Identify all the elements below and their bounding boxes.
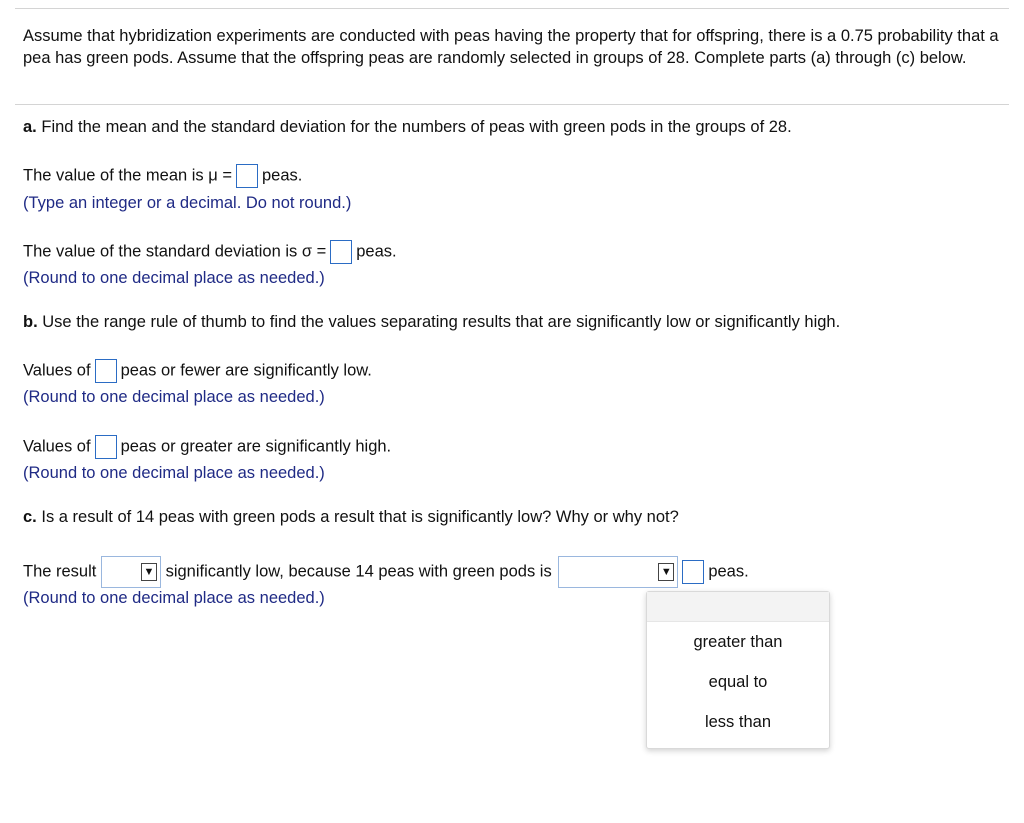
- part-a-question-text: Find the mean and the standard deviation for the numbers of peas with green pods in the groups of 28.: [41, 118, 792, 136]
- result-suffix: peas.: [708, 562, 749, 581]
- high-prefix: Values of: [23, 437, 91, 456]
- part-b-question-text: Use the range rule of thumb to find the values separating results that are significantly low or significantly high.: [42, 313, 841, 331]
- result-row: [23, 556, 749, 588]
- result-hint: (Round to one decimal place as needed.): [23, 589, 325, 607]
- top-divider: [15, 8, 1009, 9]
- problem-intro: Assume that hybridization experiments are conducted with peas having the property that for offspring, there is a 0.75 probability that a pea has green pods. Assume that the offspring peas are randomly selected in groups of 28. Complete parts (a) through (c) below.: [23, 27, 999, 67]
- low-row: [23, 359, 372, 383]
- result-mid: significantly low, because 14 peas with green pods is: [165, 562, 552, 581]
- part-b-label: b.: [23, 313, 38, 331]
- part-c-label: c.: [23, 508, 37, 526]
- high-value-input[interactable]: [95, 435, 117, 459]
- mean-input[interactable]: [236, 164, 258, 188]
- sd-row: [23, 240, 397, 264]
- comparison-select[interactable]: [558, 556, 678, 588]
- sd-prefix: The value of the standard deviation is σ =: [23, 242, 327, 261]
- high-hint: (Round to one decimal place as needed.): [23, 464, 325, 482]
- dropdown-option-less-than[interactable]: less than: [704, 713, 772, 731]
- part-a-question: [23, 117, 792, 137]
- result-prefix: The result: [23, 562, 97, 581]
- low-suffix: peas or fewer are significantly low.: [120, 361, 372, 380]
- sd-suffix: peas.: [356, 242, 397, 261]
- part-c-question: [23, 507, 679, 527]
- part-c-question-text: Is a result of 14 peas with green pods a result that is significantly low? Why or why not?: [41, 508, 679, 526]
- part-b-question: [23, 312, 840, 332]
- section-divider: [15, 104, 1009, 105]
- dropdown-blank-option[interactable]: [647, 592, 829, 622]
- comparison-dropdown-menu: [646, 591, 830, 749]
- dropdown-arrow-icon[interactable]: ▼: [658, 563, 674, 581]
- mean-prefix: The value of the mean is μ =: [23, 166, 232, 185]
- sd-hint: (Round to one decimal place as needed.): [23, 269, 325, 287]
- sd-input[interactable]: [330, 240, 352, 264]
- mean-hint: (Type an integer or a decimal. Do not round.): [23, 194, 352, 212]
- low-hint: (Round to one decimal place as needed.): [23, 388, 325, 406]
- is-is-not-select[interactable]: [101, 556, 161, 588]
- dropdown-option-equal-to[interactable]: equal to: [708, 673, 768, 691]
- low-prefix: Values of: [23, 361, 91, 380]
- dropdown-arrow-icon[interactable]: ▼: [141, 563, 157, 581]
- dropdown-option-greater-than[interactable]: greater than: [693, 633, 783, 651]
- high-suffix: peas or greater are significantly high.: [120, 437, 392, 456]
- high-row: [23, 435, 391, 459]
- low-value-input[interactable]: [95, 359, 117, 383]
- mean-suffix: peas.: [262, 166, 303, 185]
- result-value-input[interactable]: [682, 560, 704, 584]
- mean-row: [23, 164, 302, 188]
- part-a-label: a.: [23, 118, 37, 136]
